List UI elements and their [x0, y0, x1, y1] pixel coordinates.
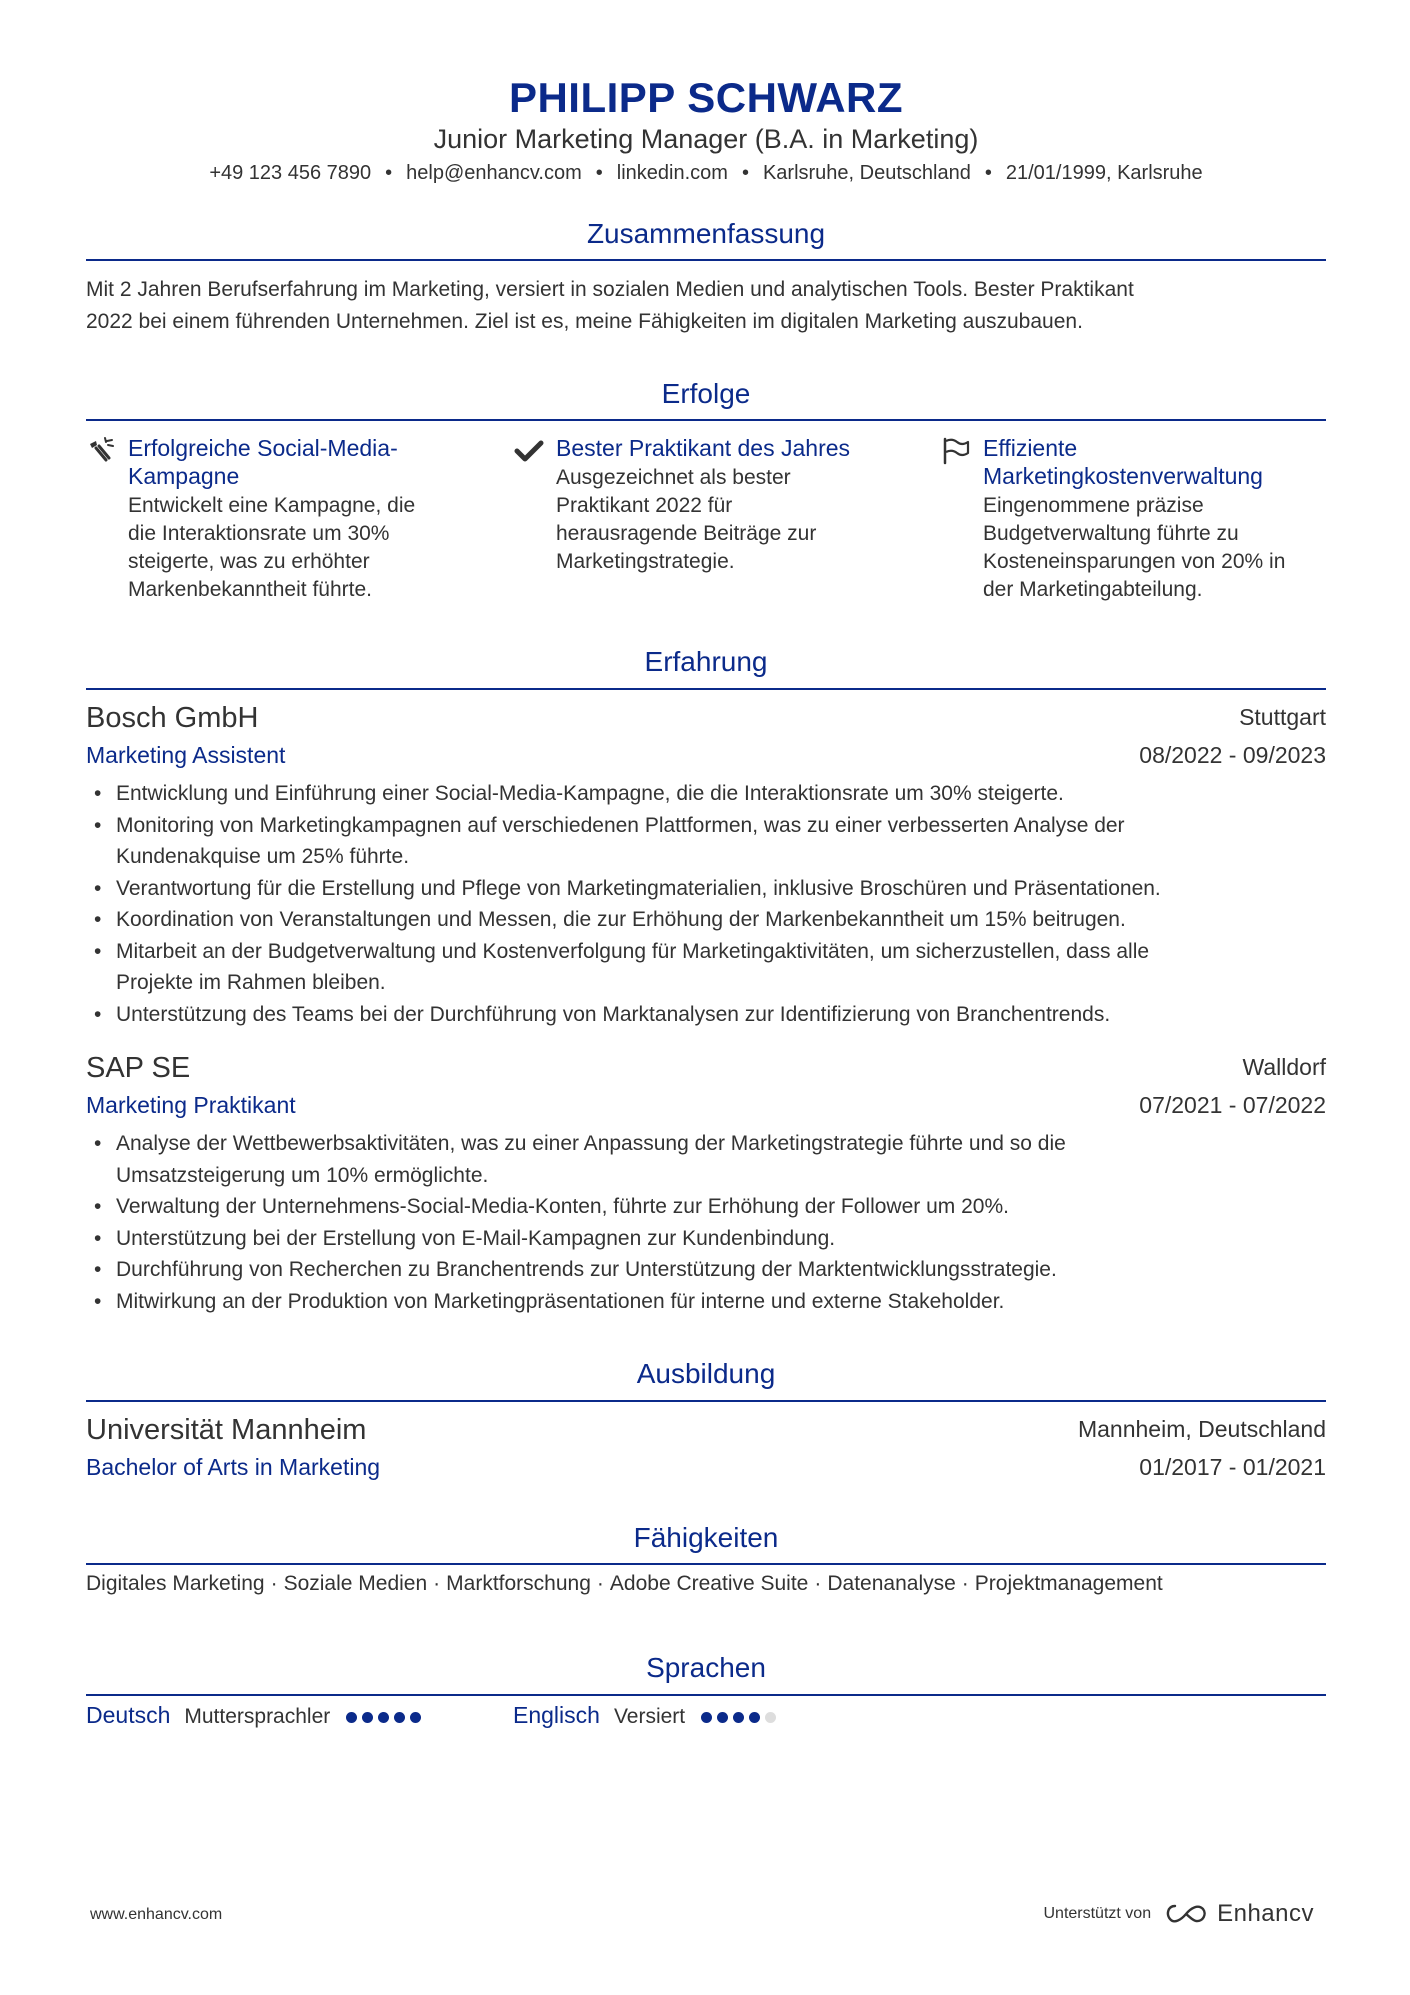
achievement-title-line: Marketingkostenverwaltung — [983, 463, 1263, 489]
megaphone-icon — [86, 436, 116, 466]
achievement-desc-line: die Interaktionsrate um 30% — [128, 522, 390, 545]
footer-brand: Enhancv — [1217, 1900, 1314, 1927]
job-dates: 07/2021 - 07/2022 — [1139, 1092, 1326, 1118]
enhancv-logo-icon — [1163, 1902, 1209, 1926]
summary-line: 2022 bei einem führenden Unternehmen. Ziel ist es, meine Fähigkeiten im digitalen Marketing auszubauen. — [86, 310, 1083, 333]
rating-dot-filled — [717, 1712, 728, 1723]
achievement-desc-line: Ausgezeichnet als bester — [556, 466, 791, 489]
footer-website[interactable]: www.enhancv.com — [90, 1906, 223, 1923]
skills-divider — [86, 1563, 1326, 1565]
contact-location: Karlsruhe, Deutschland — [762, 162, 971, 184]
bullet-line: • Verwaltung der Unternehmens-Social-Media-Konten, führte zur Erhöhung der Follower um 20%. — [116, 1195, 1009, 1218]
rating-dot-filled — [362, 1712, 373, 1723]
skill-item: Datenanalyse — [827, 1572, 956, 1595]
job-location: Walldorf — [1242, 1054, 1326, 1080]
experience-heading: Erfahrung — [644, 646, 768, 677]
bullet-line: Kundenakquise um 25% führte. — [116, 845, 410, 868]
education-degree: Bachelor of Arts in Marketing — [86, 1454, 381, 1480]
languages-divider — [86, 1694, 1326, 1696]
achievement-description — [983, 492, 1328, 604]
job-bullets — [86, 1128, 1326, 1317]
bullet-line: • Mitarbeit an der Budgetverwaltung und Kostenverfolgung für Marketingaktivitäten, um sicherzustellen, dass alle — [116, 939, 1150, 963]
contact-email[interactable]: help@enhancv.com — [406, 162, 582, 184]
achievement-title-line: Bester Praktikant des Jahres — [556, 435, 851, 461]
achievement-desc-line: der Marketingabteilung. — [983, 578, 1203, 601]
achievement-desc-line: Markenbekanntheit führte. — [128, 578, 372, 601]
achievement-title-line: Erfolgreiche Social-Media- — [128, 435, 398, 461]
rating-dot-filled — [410, 1712, 421, 1723]
job-bullet — [86, 999, 1326, 1031]
contact-line: +49 123 456 7890 • help@enhancv.com • linkedin.com • Karlsruhe, Deutschland • 21/01/1999, Karlsruhe — [209, 162, 1203, 184]
job-bullet — [86, 1128, 1326, 1191]
achievement-desc-line: Entwickelt eine Kampagne, die — [128, 494, 416, 517]
education-heading: Ausbildung — [636, 1358, 776, 1389]
check-icon — [514, 436, 544, 466]
achievement-title — [983, 434, 1333, 490]
skill-item: Marktforschung — [446, 1572, 591, 1595]
skill-item: Adobe Creative Suite — [609, 1572, 809, 1595]
candidate-title: Junior Marketing Manager (B.A. in Marketing) — [433, 124, 979, 154]
job-bullet — [86, 778, 1326, 810]
achievements-heading: Erfolge — [661, 378, 751, 409]
languages-heading: Sprachen — [646, 1652, 766, 1683]
job-dates: 08/2022 - 09/2023 — [1139, 742, 1326, 768]
skill-item: Digitales Marketing — [86, 1572, 265, 1595]
job-bullet — [86, 1286, 1326, 1318]
contact-birth: 21/01/1999, Karlsruhe — [1005, 162, 1203, 184]
achievement-desc-line: herausragende Beiträge zur — [556, 522, 817, 545]
job-role: Marketing Assistent — [86, 742, 286, 768]
language-item — [513, 1702, 781, 1734]
language-level: Muttersprachler — [184, 1705, 331, 1728]
rating-dot-empty — [765, 1712, 776, 1723]
job-company: Bosch GmbH — [86, 702, 259, 734]
flag-icon — [941, 436, 971, 466]
job-bullets — [86, 778, 1326, 1030]
rating-dot-filled — [346, 1712, 357, 1723]
rating-dot-filled — [701, 1712, 712, 1723]
language-rating — [346, 1710, 426, 1728]
achievement-description — [128, 492, 473, 604]
bullet-line: • Unterstützung bei der Erstellung von E-Mail-Kampagnen zur Kundenbindung. — [116, 1226, 836, 1250]
achievement-desc-line: Marketingstrategie. — [556, 550, 735, 573]
contact-phone: +49 123 456 7890 — [209, 162, 372, 184]
bullet-line: • Verantwortung für die Erstellung und Pflege von Marketingmaterialien, inklusive Broschüren und Präsentationen. — [116, 876, 1161, 900]
bullet-line: Projekte im Rahmen bleiben. — [116, 971, 386, 994]
candidate-name: PHILIPP SCHWARZ — [508, 74, 904, 121]
contact-linkedin[interactable]: linkedin.com — [616, 162, 728, 184]
skill-item: Soziale Medien — [283, 1572, 428, 1595]
job-bullet — [86, 810, 1326, 873]
summary-text — [86, 274, 1326, 338]
job-company: SAP SE — [86, 1052, 191, 1084]
education-divider — [86, 1400, 1326, 1402]
achievements-divider — [86, 419, 1326, 421]
rating-dot-filled — [749, 1712, 760, 1723]
summary-divider — [86, 259, 1326, 261]
skill-item: Projektmanagement — [974, 1572, 1163, 1595]
rating-dot-filled — [378, 1712, 389, 1723]
job-role: Marketing Praktikant — [86, 1092, 296, 1118]
job-bullet — [86, 1254, 1326, 1286]
languages-list — [86, 1702, 1326, 1734]
job-bullet — [86, 904, 1326, 936]
bullet-line: • Mitwirkung an der Produktion von Marketingpräsentationen für interne und externe Stakeholder. — [116, 1289, 1005, 1313]
achievement-desc-line: Budgetverwaltung führte zu — [983, 522, 1239, 545]
bullet-line: • Entwicklung und Einführung einer Social-Media-Kampagne, die die Interaktionsrate um 30% steigerte. — [116, 782, 1064, 805]
job-bullet — [86, 1223, 1326, 1255]
job-location: Stuttgart — [1239, 704, 1326, 730]
bullet-line: Umsatzsteigerung um 10% ermöglichte. — [116, 1163, 489, 1187]
job-bullet — [86, 873, 1326, 905]
experience-divider — [86, 688, 1326, 690]
bullet-line: • Unterstützung des Teams bei der Durchführung von Marktanalysen zur Identifizierung von Branchentrends. — [116, 1002, 1111, 1026]
language-name: Deutsch — [86, 1702, 171, 1728]
language-name: Englisch — [513, 1702, 600, 1728]
education-location: Mannheim, Deutschland — [1077, 1416, 1326, 1442]
job-bullet — [86, 1191, 1326, 1223]
achievement-title-line: Kampagne — [128, 463, 240, 489]
achievement-title-line: Effiziente — [983, 435, 1078, 461]
achievement-description — [556, 464, 901, 576]
achievement-title — [556, 434, 906, 462]
achievement-desc-line: Praktikant 2022 für — [556, 494, 733, 517]
bullet-line: • Koordination von Veranstaltungen und Messen, die zur Erhöhung der Markenbekanntheit um 15% beitrugen. — [116, 908, 1126, 931]
rating-dot-filled — [394, 1712, 405, 1723]
bullet-line: • Durchführung von Recherchen zu Branchentrends zur Unterstützung der Marktentwicklungsstrategie. — [116, 1258, 1057, 1281]
footer-powered-by: Unterstützt von — [1043, 1905, 1152, 1922]
summary-heading: Zusammenfassung — [586, 218, 826, 249]
achievement-title — [128, 434, 478, 490]
footer-branding — [1043, 1898, 1314, 1930]
bullet-line: • Analyse der Wettbewerbsaktivitäten, was zu einer Anpassung der Marketingstrategie führte und so die — [116, 1132, 1066, 1155]
skills-list: Digitales Marketing · Soziale Medien · Marktforschung · Adobe Creative Suite · Datenanalyse · Projektmanagement — [86, 1572, 1163, 1595]
job-bullet — [86, 936, 1326, 999]
achievement-desc-line: steigerte, was zu erhöhter — [128, 550, 370, 573]
language-rating — [701, 1710, 781, 1728]
language-level: Versiert — [613, 1705, 686, 1728]
language-item — [86, 1702, 426, 1734]
skills-heading: Fähigkeiten — [633, 1522, 779, 1553]
achievement-desc-line: Kosteneinsparungen von 20% in — [983, 550, 1286, 573]
summary-line: Mit 2 Jahren Berufserfahrung im Marketing, versiert in sozialen Medien und analytischen Tools. Bester Praktikant — [86, 278, 1134, 301]
bullet-line: • Monitoring von Marketingkampagnen auf verschiedenen Plattformen, was zu einer verbesserten Analyse der — [116, 813, 1125, 837]
education-dates: 01/2017 - 01/2021 — [1139, 1454, 1326, 1480]
achievement-desc-line: Eingenommene präzise — [983, 494, 1204, 517]
rating-dot-filled — [733, 1712, 744, 1723]
education-school: Universität Mannheim — [86, 1414, 367, 1446]
